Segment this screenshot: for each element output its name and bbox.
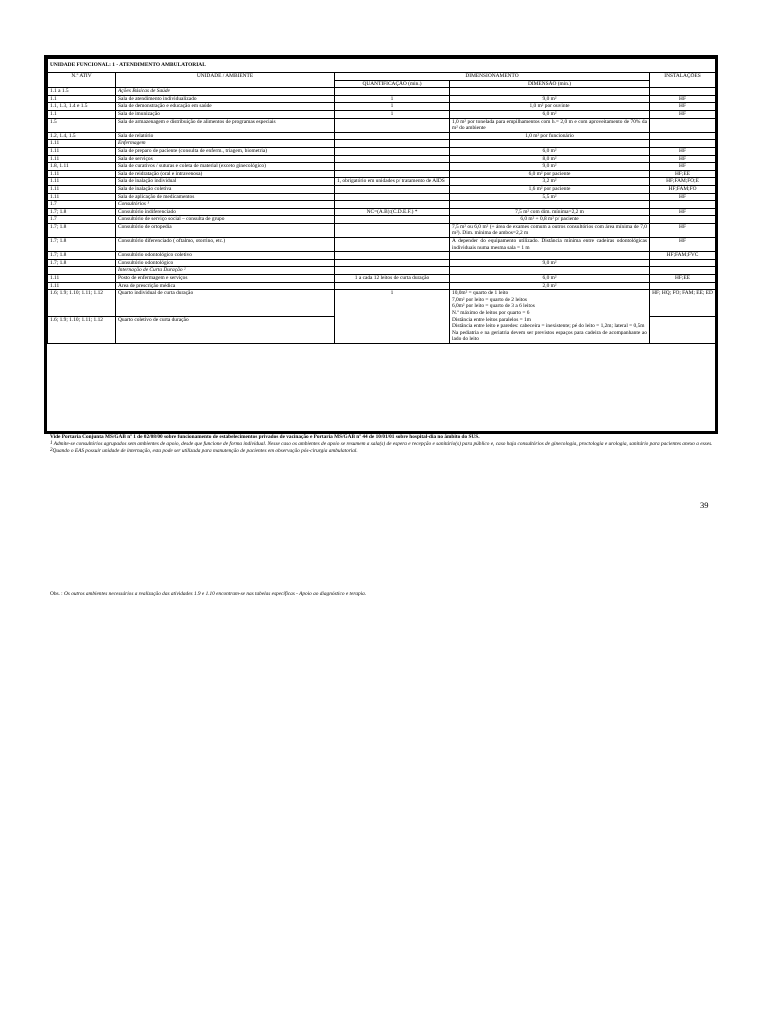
cell-dimensao: 6,0 m² + 0,8 m² p/ paciente xyxy=(450,216,650,224)
cell-quantificacao xyxy=(335,185,450,193)
cell-dimensao: 7,5 m² ou 6,0 m² (+ área de exames comum a outros consultórios com área mínima de 7,0 m²). Dim. mínima de ambos=2,2 m xyxy=(450,223,650,237)
unit-title: UNIDADE FUNCIONAL: 1 - ATENDIMENTO AMBULATORIAL xyxy=(48,59,716,73)
cell-dimensao xyxy=(450,267,650,275)
cell-ativ: 1.5 xyxy=(48,118,116,132)
cell-ambiente: Consultório odontológico coletivo xyxy=(116,252,335,260)
table-row xyxy=(48,238,716,252)
cell-quantificacao xyxy=(335,252,450,260)
cell-quantificacao xyxy=(335,118,450,132)
cell-dimensao: 3,2 m² xyxy=(450,178,650,186)
table-row xyxy=(48,201,716,209)
table-row xyxy=(48,208,716,216)
footnote-1-mark: 1 xyxy=(50,441,53,447)
table-row xyxy=(48,170,716,178)
cell-dimensao: 1,6 m² por paciente xyxy=(450,185,650,193)
cell-ambiente: Sala de reidratação (oral e intravenosa) xyxy=(116,170,335,178)
cell-ambiente: Internação de Curta Duração ² xyxy=(116,267,335,275)
cell-quantificacao xyxy=(335,282,450,290)
cell-dimensao: 6,0 m² xyxy=(450,275,650,283)
quarto-dim-line: N.º máximo de leitos por quarto = 6 xyxy=(452,310,530,316)
col-instalacoes-header: INSTALAÇÕES xyxy=(650,73,716,88)
cell-ambiente: Consultório de serviço social – consulta de grupo xyxy=(116,216,335,224)
cell-ambiente: Quarto individual de curta duração xyxy=(116,290,335,317)
cell-quantificacao xyxy=(335,170,450,178)
footnote-1-text: Admite-se consultórios agrupados sem ambientes de apoio, desde que funcione de forma individual. Nesse caso os ambientes de apoio se resumem a sala(s) de espera e recepção e sanitário(s) para público e, caso haja consultórios de ginecologia, proctologia e urologia, sanitário para pacientes anexo a esses. xyxy=(53,441,713,448)
cell-instalacoes: HF xyxy=(650,110,716,118)
table-row xyxy=(48,252,716,260)
cell-instalacoes: HF;FAM;FO xyxy=(650,185,716,193)
cell-ambiente: Sala de curativos / suturas e coleta de material (exceto ginecológico) xyxy=(116,163,335,171)
cell-ativ: 1.7 xyxy=(48,201,116,209)
col-dimensionamento-header: DIMENSIONAMENTO xyxy=(335,73,650,81)
table-row xyxy=(48,103,716,111)
cell-ativ: 1.11 xyxy=(48,147,116,155)
cell-instalacoes xyxy=(650,118,716,132)
cell-ambiente: Consultórios ¹ xyxy=(116,201,335,209)
cell-quantificacao xyxy=(335,155,450,163)
cell-instalacoes xyxy=(650,267,716,275)
cell-instalacoes: HF;EE xyxy=(650,170,716,178)
cell-instalacoes: HF; HQ; FO; FAM; EE; ED xyxy=(650,290,716,317)
table-row xyxy=(48,259,716,267)
obs-note xyxy=(50,591,366,597)
table-row xyxy=(48,193,716,201)
table-row xyxy=(48,155,716,163)
table-row xyxy=(48,282,716,290)
cell-ambiente: Consultório diferenciado ( oftalmo, otorrino, etc.) xyxy=(116,238,335,252)
cell-quantificacao xyxy=(335,163,450,171)
table-row xyxy=(48,95,716,103)
table-row xyxy=(48,88,716,96)
quarto-dim-line: Distância entre leito e paredes: cabeceira = inexistente; pé do leito = 1,2m; lateral = 0,5m xyxy=(452,323,645,330)
table-row xyxy=(48,140,716,148)
cell-ambiente: Consultório de ortopedia xyxy=(116,223,335,237)
cell-ambiente: Sala de relatório xyxy=(116,132,335,140)
dimensioning-table xyxy=(47,58,716,344)
cell-ambiente: Sala de serviços xyxy=(116,155,335,163)
footnotes xyxy=(50,434,716,456)
cell-instalacoes: HF;FAM;FO;E xyxy=(650,178,716,186)
cell-ambiente: Sala de atendimento individualizado xyxy=(116,95,335,103)
cell-instalacoes: HF xyxy=(650,155,716,163)
cell-quantificacao xyxy=(335,132,450,140)
cell-quantificacao: 1 xyxy=(335,103,450,111)
cell-instalacoes: HF xyxy=(650,147,716,155)
cell-quantificacao xyxy=(335,259,450,267)
col-quantificacao-header: QUANTIFICAÇÃO (min.) xyxy=(335,80,450,88)
cell-ativ: 1.1 xyxy=(48,110,116,118)
cell-dimensao: 6,0 m² por paciente xyxy=(450,170,650,178)
cell-ativ: 1.7; 1.8 xyxy=(48,238,116,252)
cell-dimensao: A depender do equipamento utilizado. Distância mínima entre cadeiras odontológicas individuais numa mesma sala = 1 m xyxy=(450,238,650,252)
cell-dimensao: 1,0 m² por ouvinte xyxy=(450,103,650,111)
cell-instalacoes xyxy=(650,259,716,267)
cell-quantificacao: NC=(A.B):(C.D.E.F.) * xyxy=(335,208,450,216)
col-dimensao-header: DIMENSÃO (min.) xyxy=(450,80,650,88)
cell-instalacoes xyxy=(650,88,716,96)
cell-ativ: 1.1, 1.3, 1.4 e 1.5 xyxy=(48,103,116,111)
cell-dimensao xyxy=(450,88,650,96)
cell-instalacoes xyxy=(650,140,716,148)
cell-dimensao: 1,0 m² por tonelada para empilhamentos com h.= 2,0 m e com aproveitamento de 70% da m² do ambiente xyxy=(450,118,650,132)
col-unidade-header: UNIDADE / AMBIENTE xyxy=(116,73,335,88)
cell-ativ: 1.2, 1.4, 1.5 xyxy=(48,132,116,140)
table-row xyxy=(48,110,716,118)
table-frame xyxy=(44,55,718,434)
cell-instalacoes xyxy=(650,317,716,344)
cell-ambiente: Sala de armazenagem e distribuição de alimentos de programas especiais xyxy=(116,118,335,132)
cell-ambiente: Sala de demonstração e educação em saúde xyxy=(116,103,335,111)
obs-text: Os outros ambientes necessários a realização das atividades 1.9 e 1.10 encontram-se nas tabelas específicas - Apoio ao diagnóstico e terapia. xyxy=(63,591,367,597)
cell-ativ: 1.1 xyxy=(48,95,116,103)
cell-ambiente: Sala de aplicação de medicamentos xyxy=(116,193,335,201)
cell-quantificacao: 1 xyxy=(335,290,450,344)
cell-instalacoes: HF;FAM;FVC xyxy=(650,252,716,260)
cell-instalacoes: HF xyxy=(650,95,716,103)
cell-dimensao: 1,0 m² por funcionário xyxy=(450,132,650,140)
cell-ambiente: Posto de enfermagem e serviços xyxy=(116,275,335,283)
cell-ativ: 1.8, 1.11 xyxy=(48,163,116,171)
cell-ativ: 1.6; 1.9; 1.10; 1.11; 1.12 xyxy=(48,290,116,317)
cell-ambiente: Consultório odontológico xyxy=(116,259,335,267)
cell-ativ xyxy=(48,267,116,275)
cell-ativ: 1.11 xyxy=(48,185,116,193)
cell-ambiente: Quarto coletivo de curta duração xyxy=(116,317,335,344)
table-row xyxy=(48,163,716,171)
cell-dimensao-quartos xyxy=(450,290,650,344)
cell-ativ: 1.11 xyxy=(48,178,116,186)
cell-quantificacao xyxy=(335,201,450,209)
cell-quantificacao xyxy=(335,147,450,155)
cell-quantificacao: 1 xyxy=(335,95,450,103)
cell-dimensao: 9,0 m² xyxy=(450,95,650,103)
cell-ativ: 1.11 xyxy=(48,170,116,178)
cell-ativ: 1.1 a 1.5 xyxy=(48,88,116,96)
obs-label: Obs. : xyxy=(50,591,63,597)
cell-ativ: 1.11 xyxy=(48,140,116,148)
quarto-dim-line: Distância entre leitos paralelos = 1m xyxy=(452,316,531,323)
cell-dimensao: 2,0 m² xyxy=(450,282,650,290)
cell-quantificacao xyxy=(335,88,450,96)
cell-quantificacao: 1 xyxy=(335,110,450,118)
footnote-2-text: Quando o EAS possuir unidade de internação, esta pode ser utilizada para manutenção de pacientes em observação pós-cirurgia ambulatorial. xyxy=(52,448,358,455)
cell-quantificacao xyxy=(335,216,450,224)
cell-quantificacao: 1, obrigatório em unidades p/ tratamento de AIDS xyxy=(335,178,450,186)
table-row xyxy=(48,275,716,283)
cell-instalacoes xyxy=(650,282,716,290)
cell-instalacoes xyxy=(650,216,716,224)
table-row xyxy=(48,178,716,186)
quarto-dim-line: 7,0m² por leito = quarto de 2 leitos xyxy=(452,296,528,303)
cell-quantificacao xyxy=(335,193,450,201)
footnote-1 xyxy=(50,441,716,448)
cell-dimensao xyxy=(450,201,650,209)
cell-dimensao: 5,5 m² xyxy=(450,193,650,201)
cell-quantificacao xyxy=(335,238,450,252)
cell-ambiente: Sala de inalação individual xyxy=(116,178,335,186)
cell-ativ: 1.7; 1.8 xyxy=(48,252,116,260)
table-row xyxy=(48,147,716,155)
cell-ativ: 1.7 xyxy=(48,216,116,224)
cell-ativ: 1.11 xyxy=(48,275,116,283)
cell-dimensao: 9,0 m² xyxy=(450,163,650,171)
table-row xyxy=(48,216,716,224)
cell-dimensao: 6,0 m² xyxy=(450,147,650,155)
cell-ambiente: Sala de preparo de paciente (consulta de enferm., triagem, biometria) xyxy=(116,147,335,155)
table-row xyxy=(48,290,716,317)
cell-dimensao xyxy=(450,252,650,260)
cell-ambiente: Ações Básicas de Saúde xyxy=(116,88,335,96)
cell-quantificacao xyxy=(335,140,450,148)
footnote-2 xyxy=(50,448,716,455)
cell-ativ: 1.7; 1.8 xyxy=(48,259,116,267)
quarto-dim-line: 10,0m² = quarto de 1 leito xyxy=(452,290,509,297)
cell-instalacoes: HF;EE xyxy=(650,275,716,283)
cell-ativ: 1.11 xyxy=(48,282,116,290)
cell-quantificacao xyxy=(335,267,450,275)
cell-instalacoes xyxy=(650,201,716,209)
cell-quantificacao xyxy=(335,223,450,237)
cell-ambiente: Sala de imunização xyxy=(116,110,335,118)
page-number: 39 xyxy=(700,500,709,510)
cell-ativ: 1.11 xyxy=(48,193,116,201)
cell-ambiente: Enfermagem xyxy=(116,140,335,148)
footnote-2-mark: 2 xyxy=(50,448,53,454)
cell-dimensao: 6,0 m² xyxy=(450,110,650,118)
cell-instalacoes: HF xyxy=(650,193,716,201)
cell-ativ: 1.6; 1.9; 1.10; 1.11; 1.12 xyxy=(48,317,116,344)
table-row xyxy=(48,223,716,237)
cell-ambiente: Sala de inalação coletiva xyxy=(116,185,335,193)
cell-ativ: 1.7; 1.8 xyxy=(48,223,116,237)
cell-dimensao: 9,0 m² xyxy=(450,259,650,267)
portaria-note: Vide Portaria Conjunta MS/GAB nº 1 de 02/08/00 sobre funcionamento de estabelecimentos privados de vacinação e Portaria MS/GAB nº 44 de 10/01/01 sobre hospital-dia no âmbito do SUS. xyxy=(50,434,480,440)
cell-instalacoes: HF xyxy=(650,163,716,171)
col-ativ-header: N.º ATIV xyxy=(48,73,116,88)
cell-instalacoes: HF xyxy=(650,223,716,237)
cell-dimensao: 7,5 m² com dim. mínima=2,2 m xyxy=(450,208,650,216)
table-row xyxy=(48,132,716,140)
cell-instalacoes xyxy=(650,132,716,140)
quarto-dim-line: Na pediatria e na geriatria devem ser previstos espaços para cadeira de acompanhante ao lado do leito xyxy=(452,329,647,343)
cell-dimensao xyxy=(450,140,650,148)
cell-ativ: 1.11 xyxy=(48,155,116,163)
cell-ambiente: Consultório indiferenciado xyxy=(116,208,335,216)
cell-instalacoes: HF xyxy=(650,208,716,216)
table-row xyxy=(48,185,716,193)
quarto-dim-line: 6,0m² por leito = quarto de 3 a 6 leitos xyxy=(452,303,535,310)
cell-quantificacao: 1 a cada 12 leitos de curta duração xyxy=(335,275,450,283)
cell-ambiente: Área de prescrição médica xyxy=(116,282,335,290)
cell-dimensao: 8,0 m² xyxy=(450,155,650,163)
cell-instalacoes: HF xyxy=(650,238,716,252)
cell-instalacoes: HF xyxy=(650,103,716,111)
table-row xyxy=(48,118,716,132)
table-row xyxy=(48,267,716,275)
cell-ativ: 1.7; 1.8 xyxy=(48,208,116,216)
